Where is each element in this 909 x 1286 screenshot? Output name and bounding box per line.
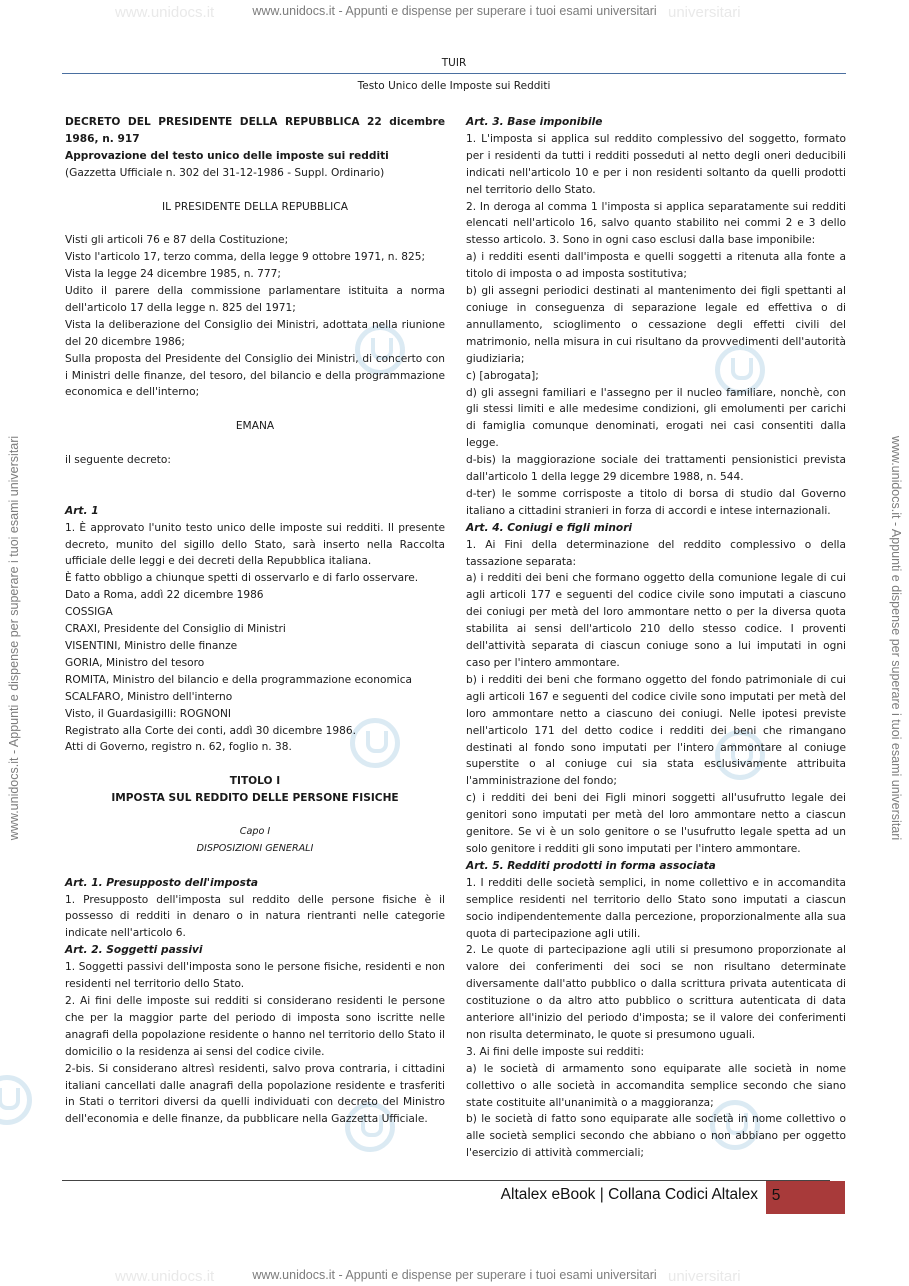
watermark-ghost-top: www.unidocs.it <box>115 4 215 21</box>
title-heading: IMPOSTA SUL REDDITO DELLE PERSONE FISICHE <box>111 792 399 805</box>
paragraph: d) gli assegni familiari e l'assegno per il nucleo familiare, nonchè, con gli stessi limiti e alle medesime condizioni, gli emolumenti per carichi di famiglia comunque denominati, erogati nei casi consentiti dalla legge. <box>466 386 846 450</box>
paragraph: SCALFARO, Ministro dell'interno <box>65 690 233 703</box>
article-heading: Art. 3. Base imponibile <box>466 116 603 128</box>
paragraph: DECRETO DEL PRESIDENTE DELLA REPUBBLICA 22 dicembre 1986, n. 917 <box>65 116 445 145</box>
header-subtitle: Testo Unico delle Imposte sui Redditi <box>357 80 551 92</box>
centered-heading: Capo I <box>239 825 271 837</box>
paragraph: b) le società di fatto sono equiparate alle società in nome collettivo o alle società semplici secondo che abbiano o non abbiano per oggetto l'esercizio di attività commerciali; <box>466 1113 846 1160</box>
watermark-left: www.unidocs.it - Appunti e dispense per superare i tuoi esami universitari <box>7 435 21 841</box>
article-heading: Art. 5. Redditi prodotti in forma associata <box>466 859 716 872</box>
paragraph: d-bis) la maggiorazione sociale dei trattamenti pensionistici prevista dall'articolo 1 della legge 29 dicembre 1988, n. 544. <box>466 454 846 484</box>
watermark-ghost-bottom: www.unidocs.it <box>115 1268 215 1285</box>
paragraph: c) i redditi dei beni dei Figli minori soggetti all'usufrutto legale dei genitori sono imputati per metà del loro ammontare netto a ciascun genitore. Se vi è un solo genitore o se l'usufrutto legale spetta ad un solo genitore i redditi gli sono imputati per l'intero ammontare. <box>466 792 846 855</box>
spacer <box>65 807 445 824</box>
left-column <box>65 114 445 1128</box>
paragraph: 2. Le quote di partecipazione agli utili si presumono proporzionate al valore dei conferimenti dei soci se non risultano determinate diversamente dall'atto pubblico o dalla scrittura privata autenticata di costituzione o da altro atto pubblico o scrittura autenticata di data anteriore all'inizio del periodo d'imposta; se il valore dei conferimenti non risulta determinato, le quote si presumono uguali. <box>466 944 846 1041</box>
paragraph: 2. Ai fini delle imposte sui redditi si considerano residenti le persone che per la maggior parte del periodo di imposta sono iscritte nelle anagrafi della popolazione residente o hanno nel territorio dello Stato il domicilio o la residenza ai sensi del codice civile. <box>65 994 445 1058</box>
spacer <box>65 215 445 232</box>
paragraph: Vista la deliberazione del Consiglio dei Ministri, adottata nella riunione del 20 dicembre 1986; <box>65 318 445 348</box>
paragraph: a) i redditi dei beni che formano oggetto della comunione legale di cui agli articoli 177 e seguenti del codice civile sono imputati a ciascuno dei coniugi per metà del loro ammontare netto o per la diversa quota stabilita ai sensi dell'articolo 210 dello stesso codice. I proventi dell'attività separata di ciascun coniuge sono a lui imputati in ogni caso per l'intero ammontare. <box>466 572 846 669</box>
spacer <box>65 435 445 452</box>
article-heading: Art. 1. Presupposto dell'imposta <box>65 876 259 889</box>
watermark-right: www.unidocs.it - Appunti e dispense per superare i tuoi esami universitari <box>889 435 903 841</box>
page-number: 5 <box>771 1187 781 1204</box>
paragraph: 1. Soggetti passivi dell'imposta sono le persone fisiche, residenti e non residenti nel territorio dello Stato. <box>65 961 445 991</box>
paragraph: VISENTINI, Ministro delle finanze <box>65 640 238 652</box>
paragraph: d-ter) le somme corrisposte a titolo di borsa di studio dal Governo italiano a cittadini stranieri in forza di accordi e intese internazionali. <box>466 487 846 517</box>
unidocs-logo-icon <box>0 1075 32 1125</box>
watermark-ghost-top-2: universitari <box>668 4 741 21</box>
paragraph: 1. Presupposto dell'imposta sul reddito delle persone fisiche è il possesso di redditi in denaro o in natura rientranti nelle categorie indicate nell'articolo 6. <box>65 893 445 940</box>
spacer <box>65 469 445 486</box>
paragraph: b) i redditi dei beni che formano oggetto del fondo patrimoniale di cui agli articoli 167 e seguenti del codice civile sono imputati per metà del loro ammontare netto a ciascuno dei coniugi. Nelle ipotesi previste nell'articolo 171 del detto codice i redditi dei beni che rimangano destinati al fondo sono imputati per l'intero ammontare al coniuge superstite o al coniuge cui sia stata esclusivamente attribuita l'amministrazione del fondo; <box>466 673 846 788</box>
paragraph: È fatto obbligo a chiunque spetti di osservarlo e di farlo osservare. <box>65 572 419 585</box>
paragraph: Dato a Roma, addì 22 dicembre 1986 <box>65 589 264 602</box>
paragraph: 2. In deroga al comma 1 l'imposta si applica separatamente sui redditi elencati nell'articolo 16, salvo quanto stabilito nei commi 2 e 3 dello stesso articolo. 3. Sono in ogni caso esclusi dalla base imponibile: <box>466 200 846 247</box>
paragraph: Visto, il Guardasigilli: ROGNONI <box>65 707 232 720</box>
article-heading: Art. 2. Soggetti passivi <box>65 944 203 957</box>
paragraph: b) gli assegni periodici destinati al mantenimento dei figli spettanti al coniuge in conseguenza di separazione legale ed effettiva o di annullamento, scioglimento o cessazione degli effetti civili del matrimonio, nella misura in cui risultano da provvedimenti dell'autorità giudiziaria; <box>466 285 846 365</box>
header-divider <box>62 73 846 74</box>
paragraph: Approvazione del testo unico delle imposte sui redditi <box>65 149 389 162</box>
paragraph: Visti gli articoli 76 e 87 della Costituzione; <box>65 234 289 247</box>
paragraph: Registrato alla Corte dei conti, addì 30 dicembre 1986. <box>65 724 356 737</box>
spacer <box>65 756 445 773</box>
paragraph: 1. L'imposta si applica sul reddito complessivo del soggetto, formato per i residenti da tutti i redditi posseduti al netto degli oneri deducibili indicati nell'articolo 10 e per i non residenti soltanto da quelli prodotti nel territorio dello Stato. <box>466 132 846 196</box>
article-heading: Art. 1 <box>65 504 99 517</box>
paragraph: Visto l'articolo 17, terzo comma, della legge 9 ottobre 1971, n. 825; <box>65 251 426 264</box>
paragraph: 1. È approvato l'unito testo unico delle imposte sui redditi. Il presente decreto, munito del sigillo dello Stato, sarà inserto nella Raccolta ufficiale delle leggi e dei decreti della Repubblica italiana. <box>65 521 445 568</box>
paragraph: a) i redditi esenti dall'imposta e quelli soggetti a ritenuta alla fonte a titolo di imposta o ad imposta sostitutiva; <box>466 251 846 281</box>
paragraph: 1. Ai Fini della determinazione del reddito complessivo o della tassazione separata: <box>466 538 846 568</box>
spacer <box>65 401 445 418</box>
watermark-ghost-bottom-2: universitari <box>668 1268 741 1285</box>
spacer <box>65 858 445 875</box>
header-title: TUIR <box>441 57 467 69</box>
paragraph: a) le società di armamento sono equiparate alle società in nome collettivo o alle società in accomandita semplice secondo che siano state costituite all'unanimità o a maggioranza; <box>466 1062 846 1109</box>
footer-label: Altalex eBook | Collana Codici Altalex <box>500 1186 758 1203</box>
paragraph: il seguente decreto: <box>65 454 171 467</box>
paragraph: CRAXI, Presidente del Consiglio di Ministri <box>65 623 286 636</box>
watermark-top: www.unidocs.it - Appunti e dispense per superare i tuoi esami universitari <box>252 4 657 18</box>
spacer <box>65 182 445 199</box>
centered-heading: DISPOSIZIONI GENERALI <box>196 842 314 854</box>
title-heading: TITOLO I <box>229 775 281 788</box>
paragraph: ROMITA, Ministro del bilancio e della programmazione economica <box>65 673 413 686</box>
paragraph: Atti di Governo, registro n. 62, foglio n. 38. <box>65 741 292 754</box>
paragraph: GORIA, Ministro del tesoro <box>65 656 205 669</box>
paragraph: 1. I redditi delle società semplici, in nome collettivo e in accomandita semplice residenti nel territorio dello Stato sono imputati a ciascun socio indipendentemente dalla percezione, proporzionalmente alla sua quota di partecipazione agli utili. <box>466 876 846 940</box>
paragraph: 3. Ai fini delle imposte sui redditi: <box>466 1045 645 1058</box>
paragraph: COSSIGA <box>65 606 113 619</box>
paragraph: Udito il parere della commissione parlamentare istituita a norma dell'articolo 17 della legge n. 825 del 1971; <box>65 285 445 314</box>
paragraph: Sulla proposta del Presidente del Consiglio dei Ministri, di concerto con i Ministri delle finanze, del tesoro, del bilancio e della programmazione economica e dell'interno; <box>65 352 445 399</box>
centered-heading: EMANA <box>235 420 275 433</box>
right-column <box>466 114 846 1162</box>
paragraph: c) [abrogata]; <box>466 369 539 382</box>
footer-divider <box>62 1180 830 1181</box>
page-number-box <box>766 1181 845 1214</box>
spacer <box>65 486 445 503</box>
paragraph: (Gazzetta Ufficiale n. 302 del 31-12-1986 - Suppl. Ordinario) <box>65 166 385 179</box>
watermark-bottom: www.unidocs.it - Appunti e dispense per superare i tuoi esami universitari <box>252 1268 657 1282</box>
centered-heading: IL PRESIDENTE DELLA REPUBBLICA <box>162 200 348 213</box>
article-heading: Art. 4. Coniugi e figli minori <box>466 521 633 534</box>
paragraph: Vista la legge 24 dicembre 1985, n. 777; <box>65 268 281 281</box>
paragraph: 2-bis. Si considerano altresì residenti, salvo prova contraria, i cittadini italiani cancellati dalle anagrafi della popolazione residente e trasferiti in Stati o territori diversi da quelli individuati con decreto del Ministro dell'economia e delle finanze, da pubblicare nella Gazzetta Ufficiale. <box>65 1062 445 1126</box>
